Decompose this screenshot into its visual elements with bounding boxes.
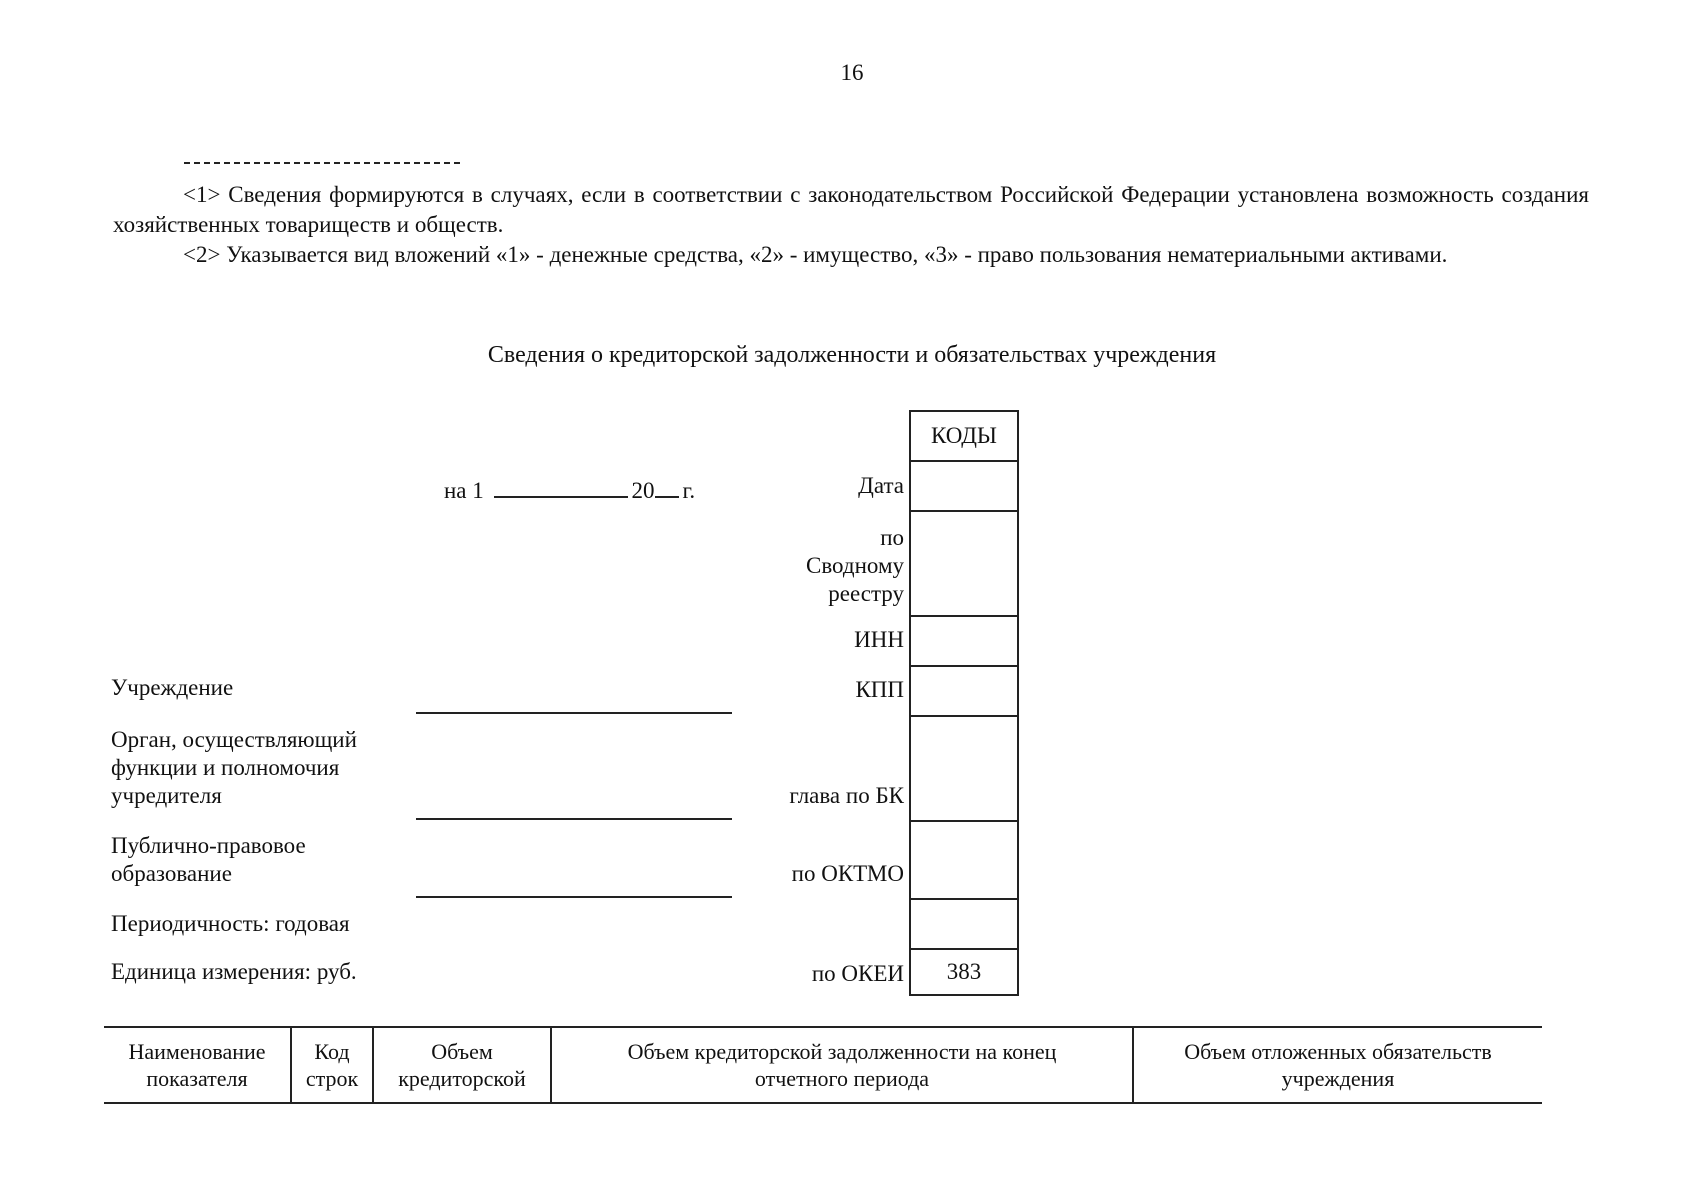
code-label-registry: по Сводному реестру bbox=[805, 525, 904, 606]
code-label-kpp: КПП bbox=[855, 677, 904, 702]
code-label-oktmo: по ОКТМО bbox=[791, 861, 904, 886]
date-year-prefix: 20 bbox=[631, 478, 655, 503]
report-date-line bbox=[444, 474, 695, 504]
footnote-2: <2> Указывается вид вложений «1» - денежные средства, «2» - имущество, «3» - право пользования нематериальными активами. bbox=[183, 242, 1448, 267]
code-label-date: Дата bbox=[858, 473, 904, 498]
label-public-entity: Публично-правовое образование bbox=[111, 833, 306, 886]
page-number: 16 bbox=[840, 60, 864, 85]
footnote-1: <1> Сведения формируются в случаях, если в соответствии с законодательством Российской Федерации установлена возможность создания хозяйственных товариществ и обществ. bbox=[113, 182, 1589, 237]
footnote-separator bbox=[184, 162, 460, 164]
code-cell-periodicity[interactable] bbox=[911, 900, 1017, 950]
code-cell-kpp[interactable] bbox=[911, 667, 1017, 717]
date-prefix: на 1 bbox=[444, 478, 484, 503]
label-unit: Единица измерения: руб. bbox=[111, 959, 357, 984]
col-payables-volume: Объем кредиторской bbox=[372, 1028, 550, 1102]
code-cell-inn[interactable] bbox=[911, 617, 1017, 667]
liabilities-table-header bbox=[104, 1026, 1542, 1104]
col-payables-end-period: Объем кредиторской задолженности на конец отчетного периода bbox=[550, 1028, 1132, 1102]
code-cell-okei[interactable]: 383 bbox=[946, 959, 982, 984]
col-deferred-obligations: Объем отложенных обязательств учреждения bbox=[1132, 1028, 1542, 1102]
date-month-blank[interactable] bbox=[494, 474, 628, 498]
codes-header: КОДЫ bbox=[911, 412, 1017, 462]
codes-box bbox=[909, 410, 1019, 996]
label-institution: Учреждение bbox=[111, 675, 234, 700]
code-cell-budget-chapter[interactable] bbox=[911, 717, 1017, 822]
public-entity-fill-line[interactable] bbox=[416, 896, 732, 898]
code-label-budget-chapter: глава по БК bbox=[789, 783, 904, 808]
label-founder-body: Орган, осуществляющий функции и полномочия учредителя bbox=[111, 727, 357, 808]
col-indicator-name: Наименование показателя bbox=[128, 1039, 266, 1091]
code-cell-oktmo[interactable] bbox=[911, 822, 1017, 900]
label-periodicity: Периодичность: годовая bbox=[111, 911, 350, 936]
code-cell-registry[interactable] bbox=[911, 512, 1017, 617]
code-cell-date[interactable] bbox=[911, 462, 1017, 512]
date-year-blank[interactable] bbox=[655, 474, 679, 498]
code-label-okei: по ОКЕИ bbox=[811, 961, 904, 986]
col-line-code: Код строк bbox=[290, 1028, 372, 1102]
institution-fill-line[interactable] bbox=[416, 712, 732, 714]
founder-body-fill-line[interactable] bbox=[416, 818, 732, 820]
date-suffix: г. bbox=[682, 478, 696, 503]
section-title: Сведения о кредиторской задолженности и обязательствах учреждения bbox=[487, 342, 1217, 368]
code-label-inn: ИНН bbox=[854, 627, 904, 652]
